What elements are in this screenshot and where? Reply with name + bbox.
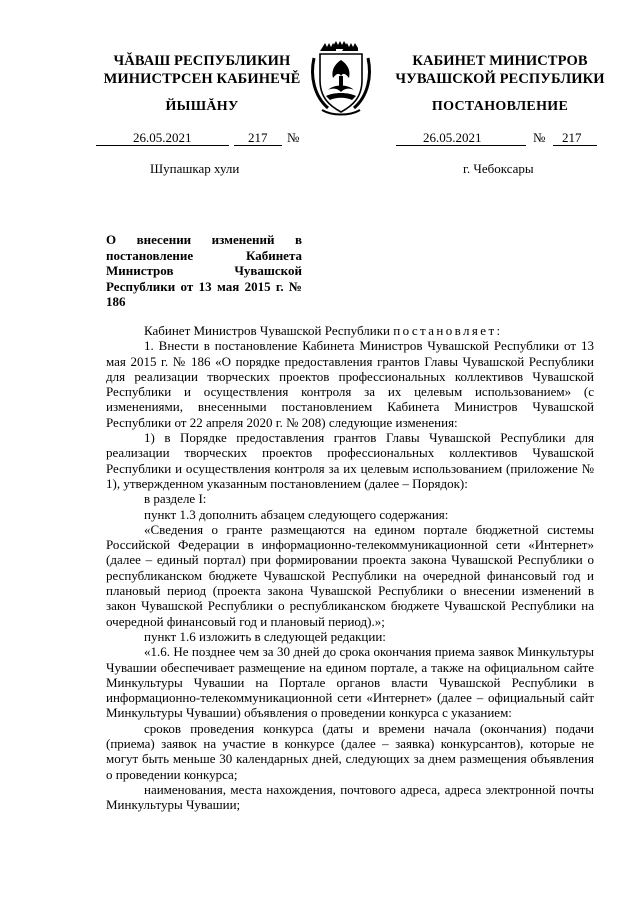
document-title: О внесении изменений в постановление Кабинета Министров Чувашской Республики от 13 мая 2015 г. № 186 — [106, 232, 302, 309]
left-date-underline — [96, 145, 229, 146]
left-header-org — [95, 52, 309, 88]
right-header-line1: КАБИНЕТ МИНИСТРОВ — [412, 53, 588, 69]
left-number-sign: № — [287, 130, 300, 145]
left-number: 217 — [248, 130, 268, 145]
left-city: Шупашкар хули — [150, 161, 240, 176]
left-date: 26.05.2021 — [133, 130, 192, 145]
intro-prefix: Кабинет Министров Чувашской Республики — [144, 323, 390, 338]
paragraph-5: «Сведения о гранте размещаются на едином портале бюджетной системы Российской Федерации в информационно-телекоммуникационной сети «Интернет» (далее – единый портал) при формировании проекта закона Чувашской Республики о республиканском бюджете Чувашской Республики на очередной финансовый год и плановый период (проекта закона Чувашской Республики о внесении изменений в закон Чувашской Республики о республиканском бюджете Чувашской Республики на очередной финансовый год и плановый период).»; — [106, 521, 594, 629]
right-date-underline — [396, 145, 526, 146]
paragraph-8: сроков проведения конкурса (даты и времени начала (окончания) подачи (приема) заявок на участие в конкурсе (далее – заявка) конкурсантов), которые не могут быть меньше 30 календарных дней, следующих за днем размещения объявления о проведении конкурса; — [106, 720, 594, 782]
intro-spaced: постановляет: — [393, 323, 503, 338]
document-body — [106, 323, 594, 813]
right-city: г. Чебоксары — [463, 161, 534, 176]
left-header-line2: МИНИСТРСЕН КАБИНЕЧĚ — [103, 71, 301, 87]
paragraph-4: пункт 1.3 дополнить абзацем следующего содержания: — [144, 506, 449, 522]
right-number: 217 — [562, 130, 582, 145]
paragraph-6: пункт 1.6 изложить в следующей редакции: — [144, 628, 386, 644]
chuvash-coat-of-arms-icon — [308, 40, 374, 120]
paragraph-2: 1) в Порядке предоставления грантов Главы Чувашской Республики для реализации творческих проектов профессиональных коллективов Чувашской Республики и осуществления контроля за их целевым использованием (приложение № 1), утвержденном указанным постановлением (далее – Порядок): — [106, 430, 594, 491]
right-number-underline — [553, 145, 597, 146]
left-number-underline — [234, 145, 282, 146]
paragraph-3: в разделе I: — [144, 491, 207, 507]
right-header-org — [382, 52, 618, 88]
left-doc-type: ЙЫШĂНУ — [165, 99, 239, 114]
right-header-line2: ЧУВАШСКОЙ РЕСПУБЛИКИ — [395, 71, 605, 87]
right-doc-type: ПОСТАНОВЛЕНИЕ — [431, 99, 569, 114]
right-date: 26.05.2021 — [423, 130, 482, 145]
right-number-sign: № — [533, 130, 546, 145]
left-header-line1: ЧĂВАШ РЕСПУБЛИКИН — [113, 53, 291, 69]
paragraph-1: 1. Внести в постановление Кабинета Министров Чувашской Республики от 13 мая 2015 г. № 186 «О порядке предоставления грантов Главы Чувашской Республики для реализации творческих проектов профессиональных коллективов Чувашской Республики и осуществления контроля за их целевым использованием» (с изменениями, внесенными постановлением Кабинета Министров Чувашской Республики от 22 апреля 2020 г. № 208) следующие изменения: — [106, 338, 594, 430]
intro-paragraph — [106, 323, 594, 338]
paragraph-7: «1.6. Не позднее чем за 30 дней до срока окончания приема заявок Минкультуры Чувашии обеспечивает размещение на едином портале, а также на официальном сайте Минкультуры Чувашии на Портале органов власти Чувашской Республики в информационно-телекоммуникационной сети «Интернет» (далее – официальный сайт Минкультуры Чувашии) объявления о проведении конкурса с указанием: — [106, 644, 594, 721]
paragraph-9: наименования, места нахождения, почтового адреса, адреса электронной почты Минкультуры Чувашии; — [106, 781, 594, 813]
